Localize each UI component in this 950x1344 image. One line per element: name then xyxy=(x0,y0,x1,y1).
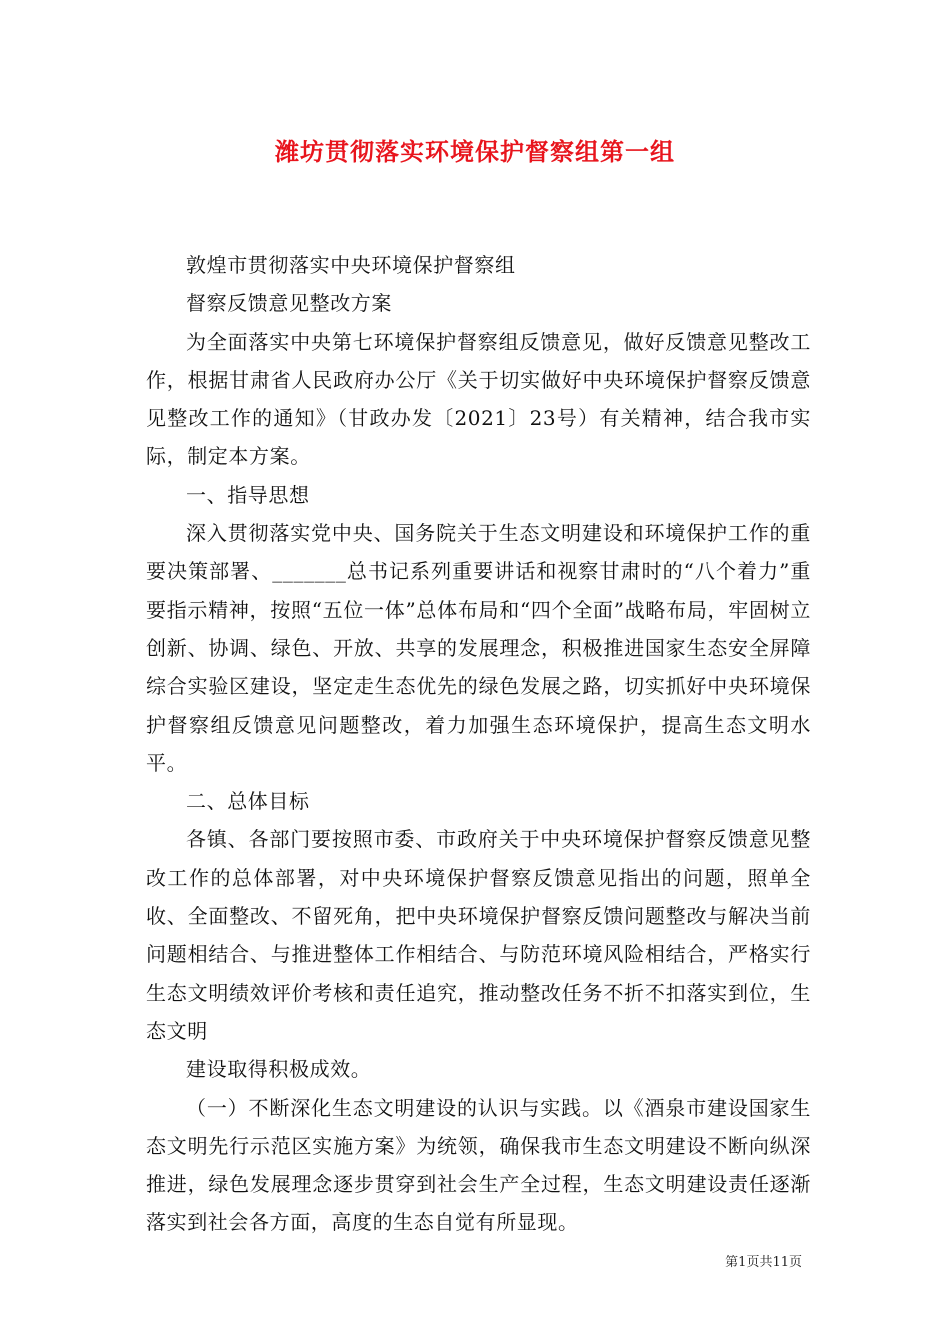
section-heading-overall-goal: 二、总体目标 xyxy=(186,789,310,814)
paragraph-item-1: （一）不断深化生态文明建设的认识与实践。以《酒泉市建设国家生态文明先行示范区实施方案》为统领，确保我市生态文明建设不断向纵深推进，绿色发展理念逐步贯穿到社会生产全过程，生态文明建设责任逐渐落实到社会各方面，高度的生态自觉有所显现。 xyxy=(146,1095,811,1235)
paragraph-overall-goal: 各镇、各部门要按照市委、市政府关于中央环境保护督察反馈意见整改工作的总体部署，对中央环境保护督察反馈意见指出的问题，照单全收、全面整改、不留死角，把中央环境保护督察反馈问题整改与解决当前问题相结合、与推进整体工作相结合、与防范环境风险相结合，严格实行生态文明绩效评价考核和责任追究，推动整改任务不折不扣落实到位，生态文明 xyxy=(146,827,811,1043)
section-heading-guiding-ideology: 一、指导思想 xyxy=(186,482,310,507)
paragraph-overall-goal-cont: 建设取得积极成效。 xyxy=(186,1057,372,1082)
paragraph-subtitle-2: 督察反馈意见整改方案 xyxy=(186,291,392,316)
paragraph-guiding-ideology: 深入贯彻落实党中央、国务院关于生态文明建设和环境保护工作的重要决策部署、_______总书记系列重要讲话和视察甘肃时的“八个着力”重要指示精神，按照“五位一体”总体布局和“四个全面”战略布局，牢固树立创新、协调、绿色、开放、共享的发展理念，积极推进国家生态安全屏障综合实验区建设，坚定走生态优先的绿色发展之路，切实抓好中央环境保护督察组反馈意见问题整改，着力加强生态环境保护，提高生态文明水平。 xyxy=(146,521,811,775)
document-body xyxy=(146,246,811,1242)
paragraph-subtitle-1: 敦煌市贯彻落实中央环境保护督察组 xyxy=(186,253,516,277)
paragraph-intro: 为全面落实中央第七环境保护督察组反馈意见，做好反馈意见整改工作，根据甘肃省人民政府办公厅《关于切实做好中央环境保护督察反馈意见整改工作的通知》（甘政办发〔2021〕23号）有关精神，结合我市实际，制定本方案。 xyxy=(146,329,811,469)
document-title: 潍坊贯彻落实环境保护督察组第一组 xyxy=(275,137,675,166)
page-number-footer: 第1页共11页 xyxy=(725,1255,802,1270)
